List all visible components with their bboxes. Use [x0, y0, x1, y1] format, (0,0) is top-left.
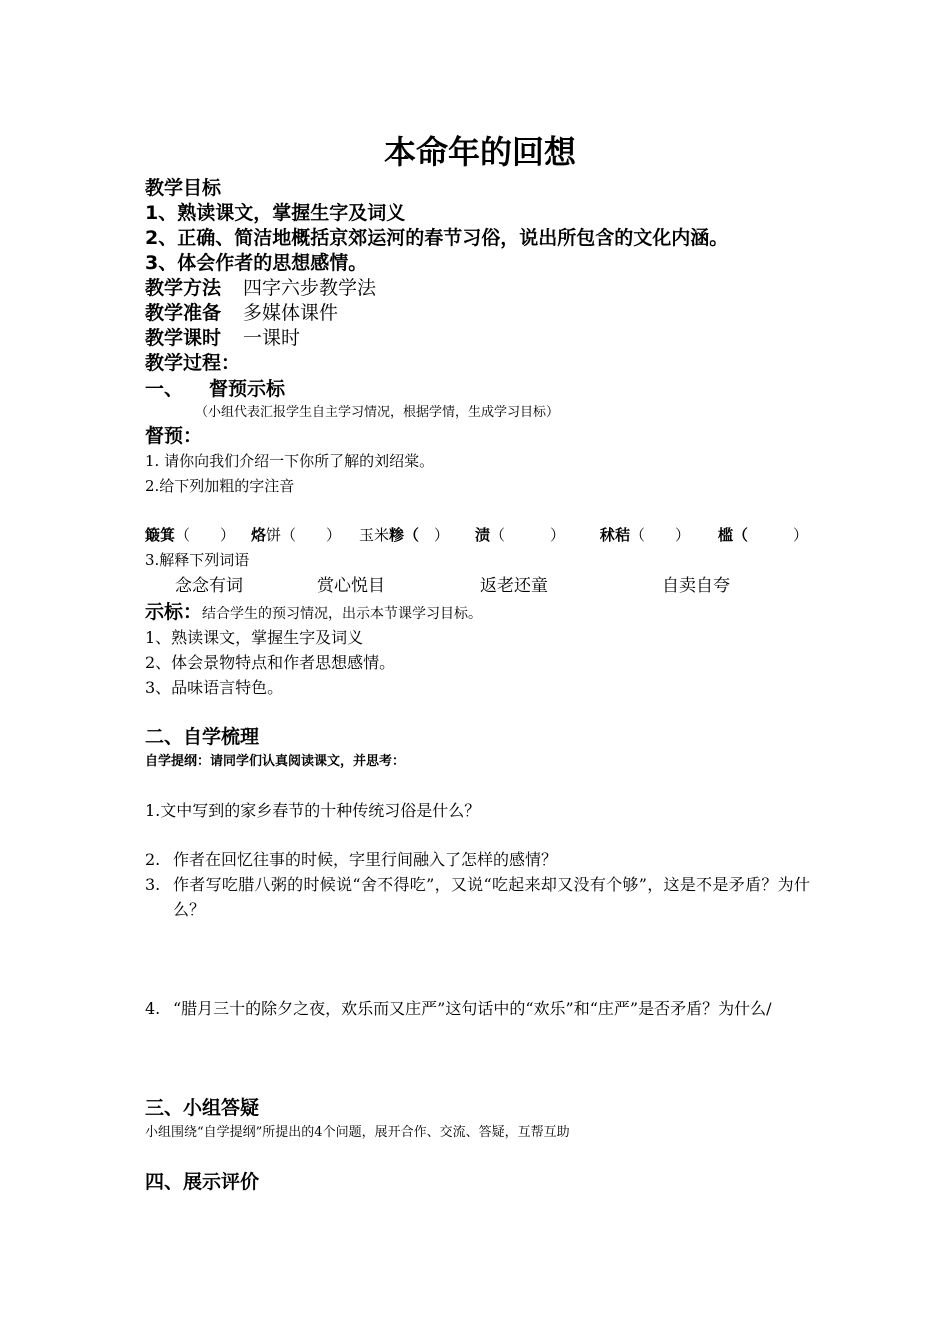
objective-item: 3、体会作者的思想感情。 [145, 252, 368, 274]
pinyin-item: 秫秸（ ） [600, 526, 691, 544]
info-value: 四字六步教学法 [243, 277, 377, 299]
info-value: 多媒体课件 [243, 302, 339, 324]
section-3-heading: 三、小组答疑 [145, 1097, 260, 1119]
question-item: 3. 作者写吃腊八粥的时候说“舍不得吃”，又说“吃起来却又没有个够”，这是不是矛盾？为什么？ [145, 875, 810, 919]
goal-item: 2、体会景物特点和作者思想感情。 [145, 653, 396, 672]
dupu-item: 2.给下列加粗的字注音 [145, 477, 295, 495]
section-3-text: 小组围绕“自学提纲”所提出的4个问题，展开合作、交流、答疑，互帮互助 [145, 1125, 570, 1140]
info-row-periods [145, 326, 810, 351]
question-item: 4. “腊月三十的除夕之夜，欢乐而又庄严”这句话中的“欢乐”和“庄严”是否矛盾？为什么/ [145, 999, 772, 1018]
pinyin-item: 槛（ ） [718, 526, 809, 544]
document-title: 本命年的回想 [383, 133, 576, 171]
section-1-number: 一、 [145, 378, 184, 400]
vocabulary-word: 自卖自夸 [662, 576, 730, 596]
info-value: 一课时 [243, 327, 301, 349]
pinyin-item: 渍（ ） [475, 526, 566, 544]
vocabulary-word: 赏心悦目 [317, 576, 385, 596]
pinyin-item: 簸箕（ ） [145, 526, 236, 544]
vocabulary-word: 念念有词 [175, 576, 243, 596]
dupu-item: 1. 请你向我们介绍一下你所了解的刘绍棠。 [145, 452, 435, 470]
info-row-preparation [145, 301, 810, 326]
info-row-method [145, 276, 810, 301]
section-2-heading: 二、自学梳理 [145, 726, 260, 748]
document-page [145, 128, 810, 1195]
process-heading: 教学过程： [145, 352, 241, 374]
section-4-heading: 四、展示评价 [145, 1171, 260, 1193]
self-study-outline: 自学提纲：请同学们认真阅读课文，并思考： [145, 754, 406, 769]
pinyin-exercise-row [145, 523, 810, 548]
vocabulary-row [145, 573, 810, 599]
pinyin-item: 烙饼（ ） [251, 526, 342, 544]
objectives-heading: 教学目标 [145, 177, 222, 199]
section-1-heading [145, 376, 810, 402]
objective-item: 2、正确、简洁地概括京郊运河的春节习俗，说出所包含的文化内涵。 [145, 227, 729, 249]
vocabulary-word: 返老还童 [480, 576, 548, 596]
goal-item: 3、品味语言特色。 [145, 678, 284, 697]
goal-item: 1、熟读课文，掌握生字及词义 [145, 628, 364, 647]
shibiao-text: 结合学生的预习情况，出示本节课学习目标。 [202, 606, 483, 622]
info-label: 教学方法 [145, 277, 222, 299]
pinyin-item: 玉米糁（ ） [359, 526, 450, 544]
question-item: 1.文中写到的家乡春节的十种传统习俗是什么？ [145, 801, 481, 820]
section-1-title: 督预示标 [209, 378, 286, 400]
section-1-note: （小组代表汇报学生自主学习情况，根据学情，生成学习目标） [195, 405, 560, 420]
info-label: 教学准备 [145, 302, 222, 324]
dupu-item: 3.解释下列词语 [145, 551, 250, 569]
objective-item: 1、熟读课文，掌握生字及词义 [145, 202, 406, 224]
info-label: 教学课时 [145, 327, 222, 349]
shibiao-label: 示标： [145, 601, 203, 623]
question-item: 2. 作者在回忆往事的时候，字里行间融入了怎样的感情？ [145, 850, 558, 869]
dupu-label: 督预： [145, 425, 203, 447]
shibiao-line [145, 599, 810, 625]
